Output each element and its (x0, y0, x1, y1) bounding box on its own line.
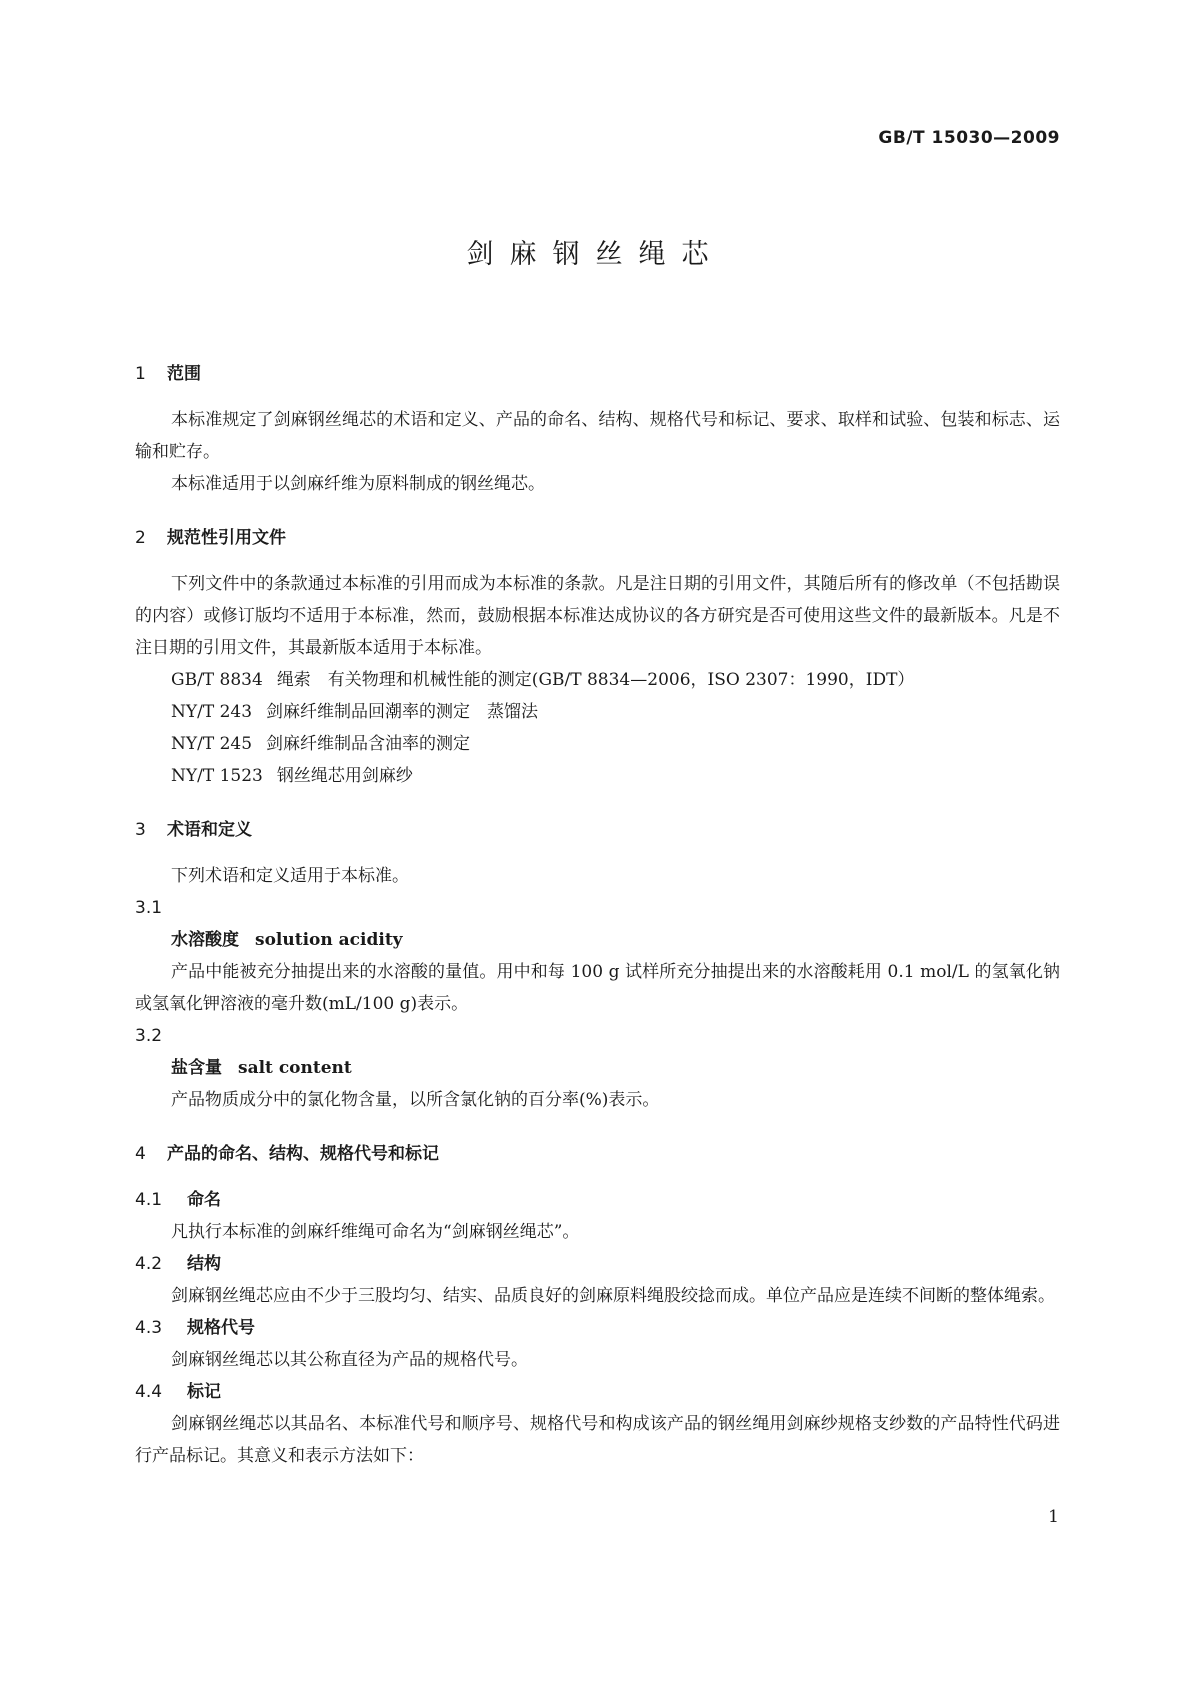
reference-title: 剑麻纤维制品含油率的测定 (266, 734, 471, 754)
paragraph: 剑麻钢丝绳芯以其公称直径为产品的规格代号。 (171, 1350, 528, 1370)
reference-item (135, 760, 1060, 792)
paragraph: 本标准适用于以剑麻纤维为原料制成的钢丝绳芯。 (171, 474, 545, 494)
page-number: 1 (1048, 1507, 1059, 1527)
paragraph: 凡执行本标准的剑麻纤维绳可命名为“剑麻钢丝绳芯”。 (171, 1222, 580, 1242)
term-heading (135, 924, 1060, 956)
term-definition: 产品中能被充分抽提出来的水溶酸的量值。用中和每 100 g 试样所充分抽提出来的水溶酸耗用 0.1 mol/L 的氢氧化钠或氢氧化钾溶液的毫升数(mL/100 g)表示。 (135, 962, 1060, 1014)
paragraph: 下列术语和定义适用于本标准。 (171, 866, 409, 886)
subsection-number: 4.3 (135, 1318, 163, 1338)
section-2-heading (135, 522, 1060, 554)
subsection-title: 结构 (187, 1254, 221, 1274)
paragraph: 本标准规定了剑麻钢丝绳芯的术语和定义、产品的命名、结构、规格代号和标记、要求、取样和试验、包装和标志、运输和贮存。 (135, 410, 1060, 462)
term-number: 3.2 (135, 1026, 163, 1046)
reference-title: 绳索 有关物理和机械性能的测定(GB/T 8834—2006，ISO 2307：1990，IDT） (276, 670, 915, 690)
term-number: 3.1 (135, 898, 163, 918)
reference-item (135, 696, 1060, 728)
term-definition: 产品物质成分中的氯化物含量，以所含氯化钠的百分率(%)表示。 (171, 1090, 660, 1110)
reference-title: 剑麻纤维制品回潮率的测定 蒸馏法 (266, 702, 539, 722)
section-title: 范围 (167, 364, 201, 384)
reference-item (135, 728, 1060, 760)
reference-code: NY/T 245 (171, 734, 253, 754)
subsection-title: 命名 (187, 1190, 221, 1210)
section-title: 规范性引用文件 (167, 528, 286, 548)
reference-code: GB/T 8834 (171, 670, 263, 690)
subsection-heading (135, 1312, 1060, 1344)
section-number: 3 (135, 820, 146, 840)
subsection-heading (135, 1184, 1060, 1216)
paragraph: 剑麻钢丝绳芯应由不少于三股均匀、结实、品质良好的剑麻原料绳股绞捻而成。单位产品应是连续不间断的整体绳索。 (171, 1286, 1055, 1306)
reference-title: 钢丝绳芯用剑麻纱 (276, 766, 413, 786)
reference-code: NY/T 243 (171, 702, 253, 722)
section-1-heading (135, 358, 1060, 390)
section-4-heading (135, 1138, 1060, 1170)
reference-item (135, 664, 1060, 696)
term-zh: 水溶酸度 (171, 930, 239, 950)
term-en: solution acidity (255, 930, 403, 950)
subsection-number: 4.1 (135, 1190, 163, 1210)
term-heading (135, 1052, 1060, 1084)
standard-code: GB/T 15030—2009 (878, 128, 1060, 148)
subsection-number: 4.4 (135, 1382, 163, 1402)
section-number: 2 (135, 528, 146, 548)
document-title: 剑麻钢丝绳芯 (466, 239, 725, 270)
reference-code: NY/T 1523 (171, 766, 263, 786)
paragraph: 剑麻钢丝绳芯以其品名、本标准代号和顺序号、规格代号和构成该产品的钢丝绳用剑麻纱规格支纱数的产品特性代码进行产品标记。其意义和表示方法如下： (135, 1414, 1060, 1466)
subsection-heading (135, 1248, 1060, 1280)
section-title: 术语和定义 (167, 820, 252, 840)
section-number: 1 (135, 364, 146, 384)
term-zh: 盐含量 (171, 1058, 222, 1078)
subsection-heading (135, 1376, 1060, 1408)
section-title: 产品的命名、结构、规格代号和标记 (167, 1144, 439, 1164)
paragraph: 下列文件中的条款通过本标准的引用而成为本标准的条款。凡是注日期的引用文件，其随后所有的修改单（不包括勘误的内容）或修订版均不适用于本标准，然而，鼓励根据本标准达成协议的各方研究是否可使用这些文件的最新版本。凡是不注日期的引用文件，其最新版本适用于本标准。 (135, 574, 1060, 658)
section-number: 4 (135, 1144, 146, 1164)
subsection-number: 4.2 (135, 1254, 163, 1274)
document-body (135, 350, 1060, 1472)
term-en: salt content (238, 1058, 352, 1078)
subsection-title: 规格代号 (187, 1318, 255, 1338)
section-3-heading (135, 814, 1060, 846)
subsection-title: 标记 (187, 1382, 221, 1402)
